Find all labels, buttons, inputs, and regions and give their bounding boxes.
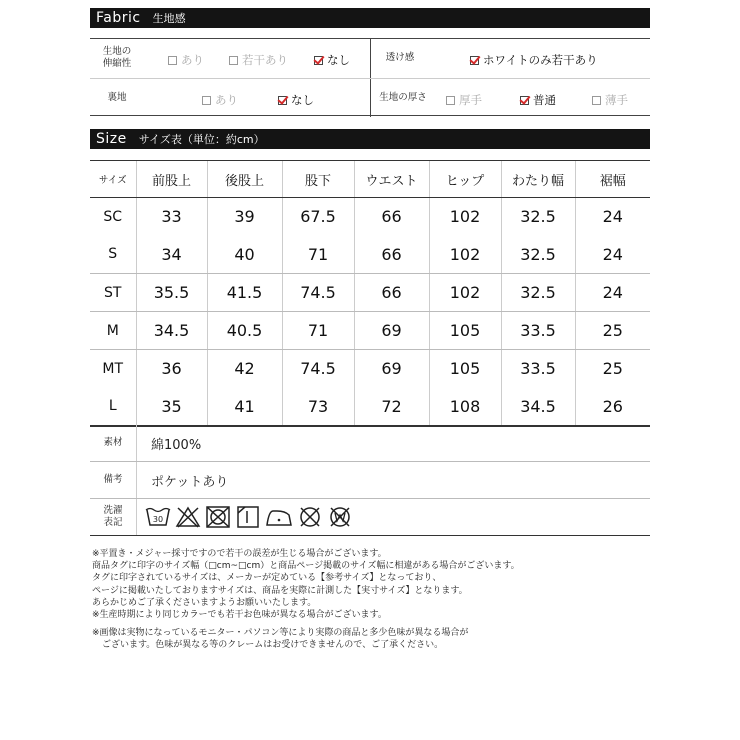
table-row: SC 33 39 67.5 66 102 32.5 24	[90, 198, 650, 236]
size-table-header	[90, 161, 650, 198]
size-table	[90, 160, 650, 427]
care-label: 洗濯 表記	[103, 505, 123, 528]
checkbox-icon	[168, 56, 177, 65]
checkbox-icon	[592, 96, 601, 105]
fabric-title: Fabric	[96, 10, 141, 26]
thickness-option-thin: 薄手	[592, 92, 628, 108]
lining-option-no: なし	[278, 92, 314, 108]
lining-label: 裏地	[107, 92, 127, 103]
material-row	[90, 425, 650, 462]
fabric-subtitle: 生地感	[152, 12, 186, 25]
header-hip: ヒップ	[429, 161, 501, 198]
note-line: ございます。色味が異なる等のクレームはお受けできませんので、ご了承ください。	[102, 640, 444, 651]
header-front-rise: 前股上	[136, 161, 207, 198]
header-back-rise: 後股上	[207, 161, 282, 198]
note-line: 商品タグに印字のサイズ幅（□cm~□cm）と商品ページ掲載のサイズ幅に相違がある場合がございます。	[92, 561, 520, 572]
size-title: Size	[96, 131, 127, 147]
header-inseam: 股下	[282, 161, 354, 198]
table-row: M 34.5 40.5 71 69 105 33.5 25	[90, 312, 650, 350]
stretch-label: 生地の 伸縮性	[102, 46, 132, 69]
table-row: MT 36 42 74.5 69 105 33.5 25	[90, 350, 650, 388]
stretch-option-slight: 若干あり	[229, 52, 288, 68]
checkbox-icon	[446, 96, 455, 105]
note-line: ※画像は実物になっているモニター・パソコン等により実際の商品と多少色味が異なる場合が	[92, 628, 469, 639]
header-hem: 裾幅	[575, 161, 650, 198]
note-line: ※平置き・メジャー採寸ですので若干の誤差が生じる場合がございます。	[92, 549, 387, 559]
table-row: L 35 41 73 72 108 34.5 26	[90, 388, 650, 426]
line-dry-icon	[235, 505, 261, 529]
size-section-header	[90, 129, 650, 149]
checkbox-icon	[202, 96, 211, 105]
thickness-label: 生地の厚さ	[379, 92, 427, 103]
stretch-option-yes: あり	[168, 52, 204, 68]
note-line: あらかじめご了承くださいますようお願いいたします。	[92, 597, 317, 608]
remarks-row	[90, 462, 650, 499]
thickness-option-thick: 厚手	[446, 92, 482, 108]
table-row: ST 35.5 41.5 74.5 66 102 32.5 24	[90, 274, 650, 312]
header-size: サイズ	[90, 161, 136, 198]
care-row	[90, 499, 650, 536]
sheer-value: ホワイトのみ若干あり	[470, 52, 598, 68]
no-wet-clean-icon	[327, 505, 353, 529]
header-waist: ウエスト	[354, 161, 429, 198]
checkbox-icon	[229, 56, 238, 65]
checked-checkbox-icon	[314, 56, 323, 65]
iron-low-icon	[265, 505, 293, 529]
size-subtitle: サイズ表（単位：約cm）	[138, 133, 265, 146]
fabric-attributes	[90, 38, 650, 116]
remarks-label: 備考	[103, 474, 123, 485]
note-line: ページに掲載いたしておりますサイズは、商品を実際に計測した【実寸サイズ】となります。	[92, 585, 468, 596]
thickness-option-normal: 普通	[520, 92, 556, 108]
care-symbols	[136, 499, 353, 535]
lining-option-yes: あり	[202, 92, 238, 108]
checked-checkbox-icon	[470, 56, 479, 65]
no-bleach-icon	[175, 505, 201, 529]
stretch-option-none: なし	[314, 52, 350, 68]
notes	[92, 548, 642, 652]
material-value: 綿100%	[136, 425, 201, 461]
note-line: ※生産時期により同じカラーでも若干お色味が異なる場合がございます。	[92, 610, 387, 621]
checked-checkbox-icon	[520, 96, 529, 105]
sheer-label: 透け感	[385, 52, 415, 63]
remarks-value: ポケットあり	[136, 462, 228, 498]
material-label: 素材	[103, 437, 123, 448]
note-line: タグに印字されているサイズは、メーカーが定めている【参考サイズ】となっており、	[92, 573, 442, 584]
wash-30-icon	[145, 505, 171, 529]
no-tumble-dry-icon	[205, 505, 231, 529]
table-row: S 34 40 71 66 102 32.5 24	[90, 236, 650, 274]
fabric-section-header	[90, 8, 650, 28]
svg-text:30: 30	[152, 515, 164, 524]
checked-checkbox-icon	[278, 96, 287, 105]
header-thigh: わたり幅	[501, 161, 575, 198]
no-dry-clean-icon	[297, 505, 323, 529]
